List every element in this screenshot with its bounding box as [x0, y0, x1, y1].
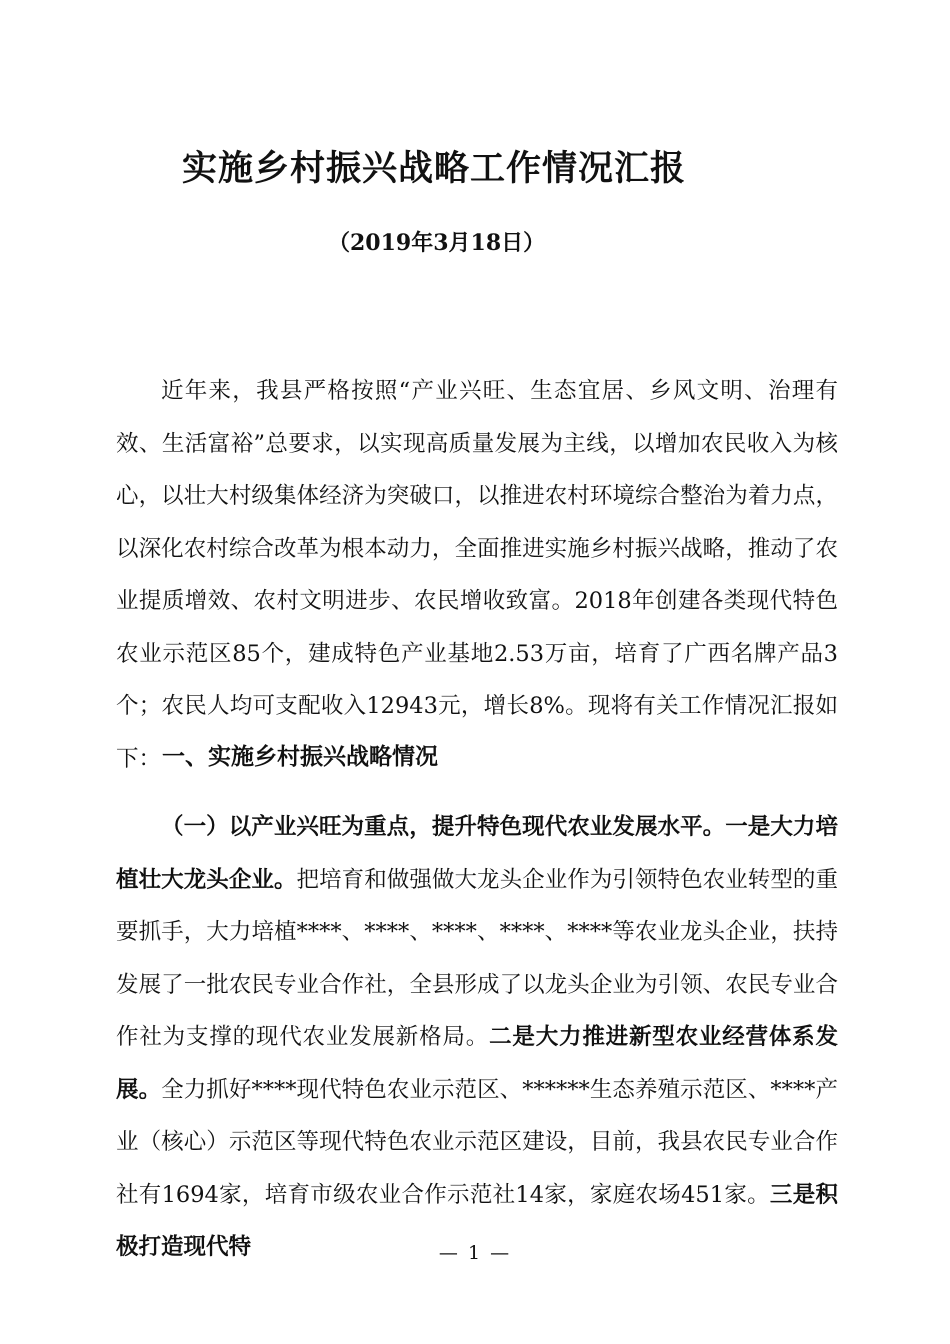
section-text-2: 全力抓好****现代特色农业示范区、******生态养殖示范区、****产业（核心）示范区等现代特色农业示范区建设，目前，我县农民专业合作社有1694家，培育市级农业合作示范社14家，家庭农场451家。 [116, 1076, 838, 1208]
intro-paragraph: 近年来，我县严格按照“产业兴旺、生态宜居、乡风文明、治理有效、生活富裕”总要求，以实现高质量发展为主线，以增加农民收入为核心，以壮大村级集体经济为突破口，以推进农村环境综合整治为着力点，以深化农村综合改革为根本动力，全面推进实施乡村振兴战略，推动了农业提质增效、农村文明进步、农民增收致富。2018年创建各类现代特色农业示范区85个，建成特色产业基地2.53万亩，培育了广西名牌产品3个；农民人均可支配收入12943元，增长8%。现将有关工作情况汇报如下： [116, 378, 838, 772]
document-date: （2019年3月18日） [328, 230, 546, 256]
page-number: — 1 — [438, 1242, 512, 1264]
section-bold-2: 二是大力推进新型农业经营体系发展。 [116, 1024, 838, 1103]
section-bold-3: 三是积极打造现代特 [116, 1181, 838, 1260]
section-text-1: 把培育和做强做大龙头企业作为引领特色农业转型的重要抓手，大力培植****、****、****、****、****等农业龙头企业，扶持发展了一批农民专业合作社，全县形成了以龙头企业为引领、农民专业合作社为支撑的现代农业发展新格局。 [116, 866, 838, 1050]
section-lead-bold: （一）以产业兴旺为重点，提升特色现代农业发展水平。一是大力培植壮大龙头企业。 [116, 814, 838, 893]
section-paragraph [116, 801, 838, 1274]
document-title: 实施乡村振兴战略工作情况汇报 [182, 148, 687, 189]
section-heading: 一、实施乡村振兴战略情况 [162, 744, 438, 770]
